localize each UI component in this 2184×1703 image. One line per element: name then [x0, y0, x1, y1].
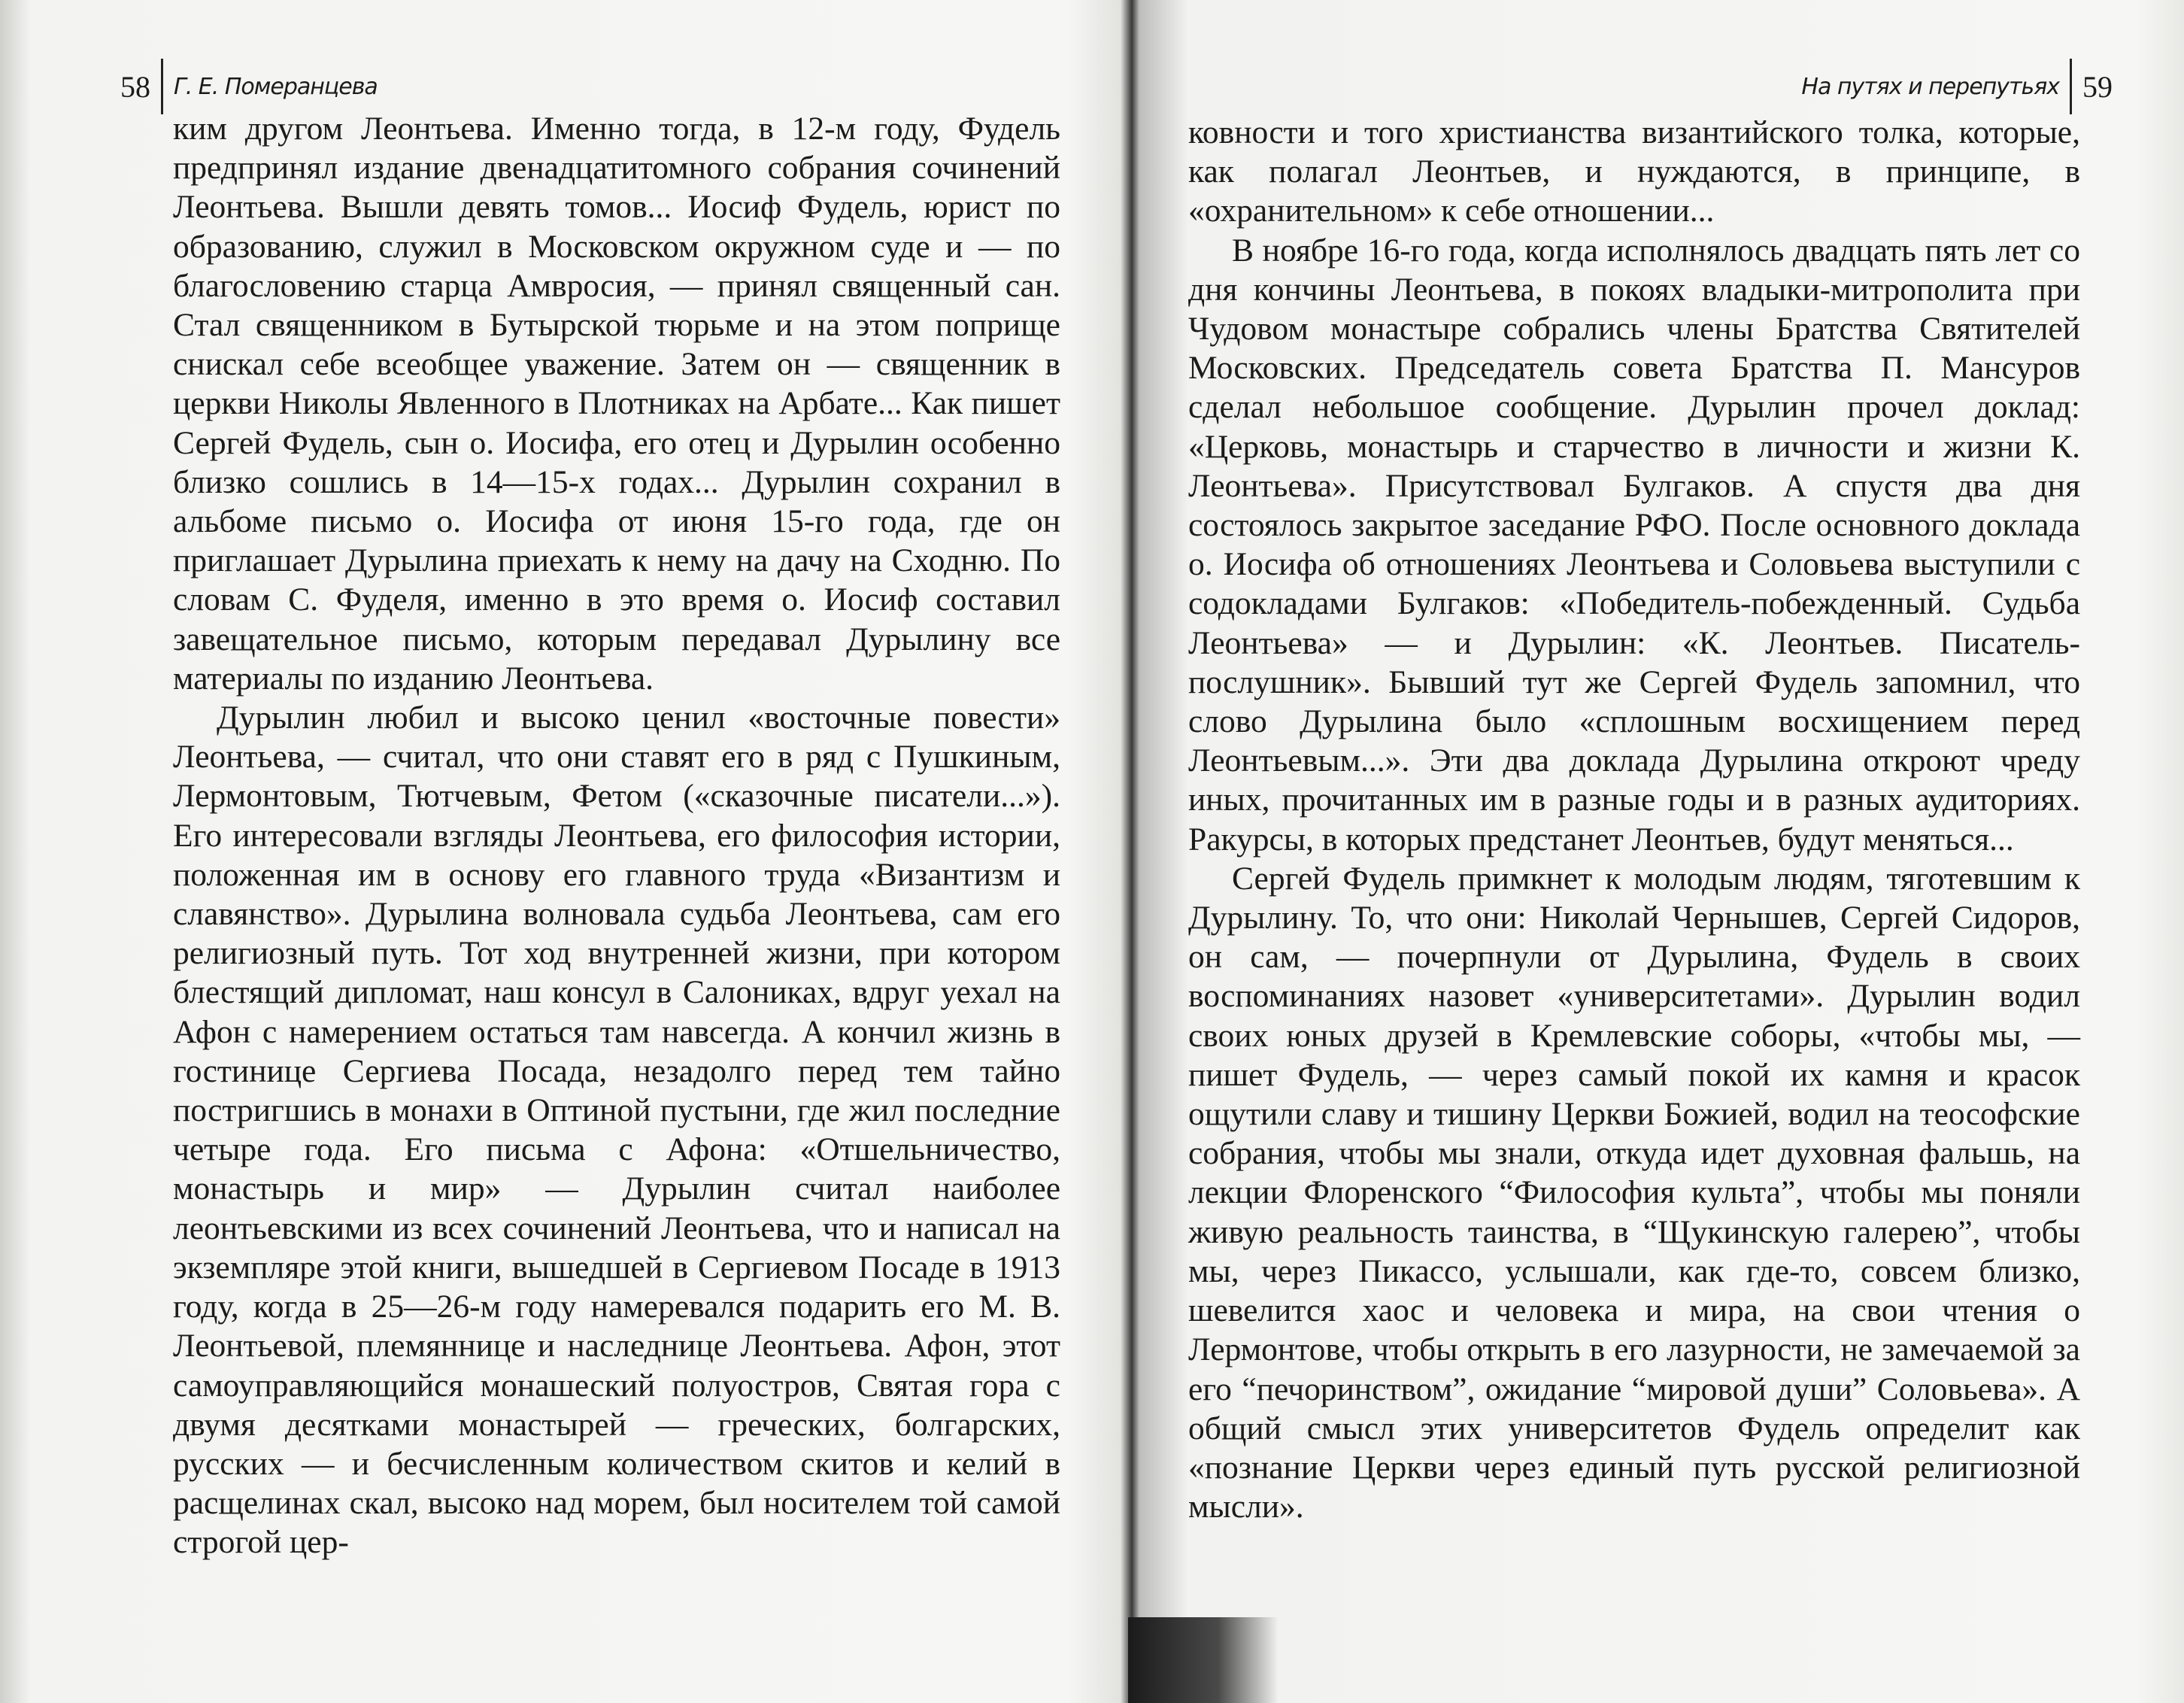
page-number: 58 — [120, 69, 150, 104]
header-rule — [161, 59, 163, 114]
paragraph: Сергей Фудель примкнет к молодым людям, тяготевшим к Дурылину. То, что они: Николай Чернышев, Сергей Сидоров, он сам, — почерпнули от Дурылина, Фудель в своих воспоминаниях назовет «университетами». Дурылин водил своих юных друзей в Кремлевские соборы, «чтобы мы, — пишет Фудель, — через самый покой их камня и красок ощутили славу и тишину Церкви Божией, водил на теософские собрания, чтобы мы знали, откуда идет духовная фальшь, на лекции Флоренского “Философия культа”, чтобы мы поняли живую реальность таинства, в “Щукинскую галерею”, чтобы мы, через Пикассо, услышали, как где-то, совсем близко, шевелится хаос и человека и мира, на свои чтения о Лермонтове, чтобы открыть в его лазурности, не замечаемой за его “печоринством”, ожидание “мировой души” Соловьева». А общий смысл этих университетов Фудель определит как «познание Церкви через единый путь русской религиозной мысли». — [1188, 860, 2080, 1525]
body-text — [1188, 113, 2080, 1526]
paragraph: В ноябре 16-го года, когда исполнялось двадцать пять лет со дня кончины Леонтьева, в покоях владыки-митрополита при Чудовом монастыре собрались члены Братства Святителей Московских. Председатель совета Братства П. Мансуров сделал небольшое сообщение. Дурылин прочел доклад: «Церковь, монастырь и старчество в личности и жизни К. Леонтьева». Присутствовал Булгаков. А спустя два дня состоялось закрытое заседание РФО. После основного доклада о. Иосифа об отношениях Леонтьева и Соловьева выступили с содокладами Булгаков: «Победитель-побежденный. Судьба Леонтьева» — и Дурылин: «К. Леонтьев. Писатель-послушник». Бывший тут же Сергей Фудель запомнил, что слово Дурылина было «сплошным восхищением перед Леонтьевым...». Эти два доклада Дурылина откроют чреду иных, прочитанных им в разные годы и в разных аудиториях. Ракурсы, в которых предстанет Леонтьев, будут меняться... — [1188, 232, 2080, 858]
running-head-title: На путях и перепутьях — [1801, 73, 2059, 100]
binding-shadow — [1128, 1617, 1279, 1703]
page-number: 59 — [2082, 69, 2113, 104]
running-header — [1801, 59, 2113, 114]
paragraph: Дурылин любил и высоко ценил «восточные повести» Леонтьева, — считал, что они ставят его в ряд с Пушкиным, Лермонтовым, Тютчевым, Фетом («сказочные писатели...»). Его интересовали взгляды Леонтьева, его философия истории, положенная им в основу его главного труда «Византизм и славянство». Дурылина волновала судьба Леонтьева, сам его религиозный путь. Тот ход внутренней жизни, при котором блестящий дипломат, наш консул в Салониках, вдруг уехал на Афон с намерением остаться там навсегда. А кончил жизнь в гостинице Сергиева Посада, незадолго перед тем тайно постригшись в монахи в Оптиной пустыни, где жил последние четыре года. Его письма с Афона: «Отшельничество, монастырь и мир» — Дурылин считал наиболее леонтьевскими из всех сочинений Леонтьева, что и написал на экземпляре этой книги, вышедшей в Сергиевом Посаде в 1913 году, когда в 25—26-м году намеревался подарить его М. В. Леонтьевой, племяннице и наследнице Леонтьева. Афон, этот самоуправляющийся монашеский полуостров, Святая гора с двумя десятками монастырей — греческих, болгарских, русских — и бесчисленным количеством скитов и келий в расщелинах скал, высоко над морем, был носителем той самой строгой цер- — [173, 700, 1060, 1561]
header-rule — [2070, 59, 2072, 114]
body-text — [173, 109, 1060, 1562]
paragraph: ковности и того христианства византийского толка, которые, как полагал Леонтьев, и нуждаются, в принципе, в «охранительном» к себе отношении... — [1188, 114, 2080, 229]
running-header — [120, 59, 378, 114]
right-page — [1137, 0, 2184, 1703]
paragraph: ким другом Леонтьева. Именно тогда, в 12-м году, Фудель предпринял издание двенадцатитомного собрания сочинений Леонтьева. Вышли девять томов... Иосиф Фудель, юрист по образованию, служил в Московском окружном суде и — по благословению старца Амвросия, — принял священный сан. Стал священником в Бутырской тюрьме и на этом поприще снискал себе всеобщее уважение. Затем он — священник в церкви Николы Явленного в Плотниках на Арбате... Как пишет Сергей Фудель, сын о. Иосифа, его отец и Дурылин особенно близко сошлись в 14—15-х годах... Дурылин сохранил в альбоме письмо о. Иосифа от июня 15-го года, где он приглашает Дурылина приехать к нему на дачу на Сходню. По словам С. Фуделя, именно в это время о. Иосиф составил завещательное письмо, которым передавал Дурылину все материалы по изданию Леонтьева. — [173, 111, 1060, 697]
running-head-author: Г. Е. Померанцева — [174, 73, 378, 100]
